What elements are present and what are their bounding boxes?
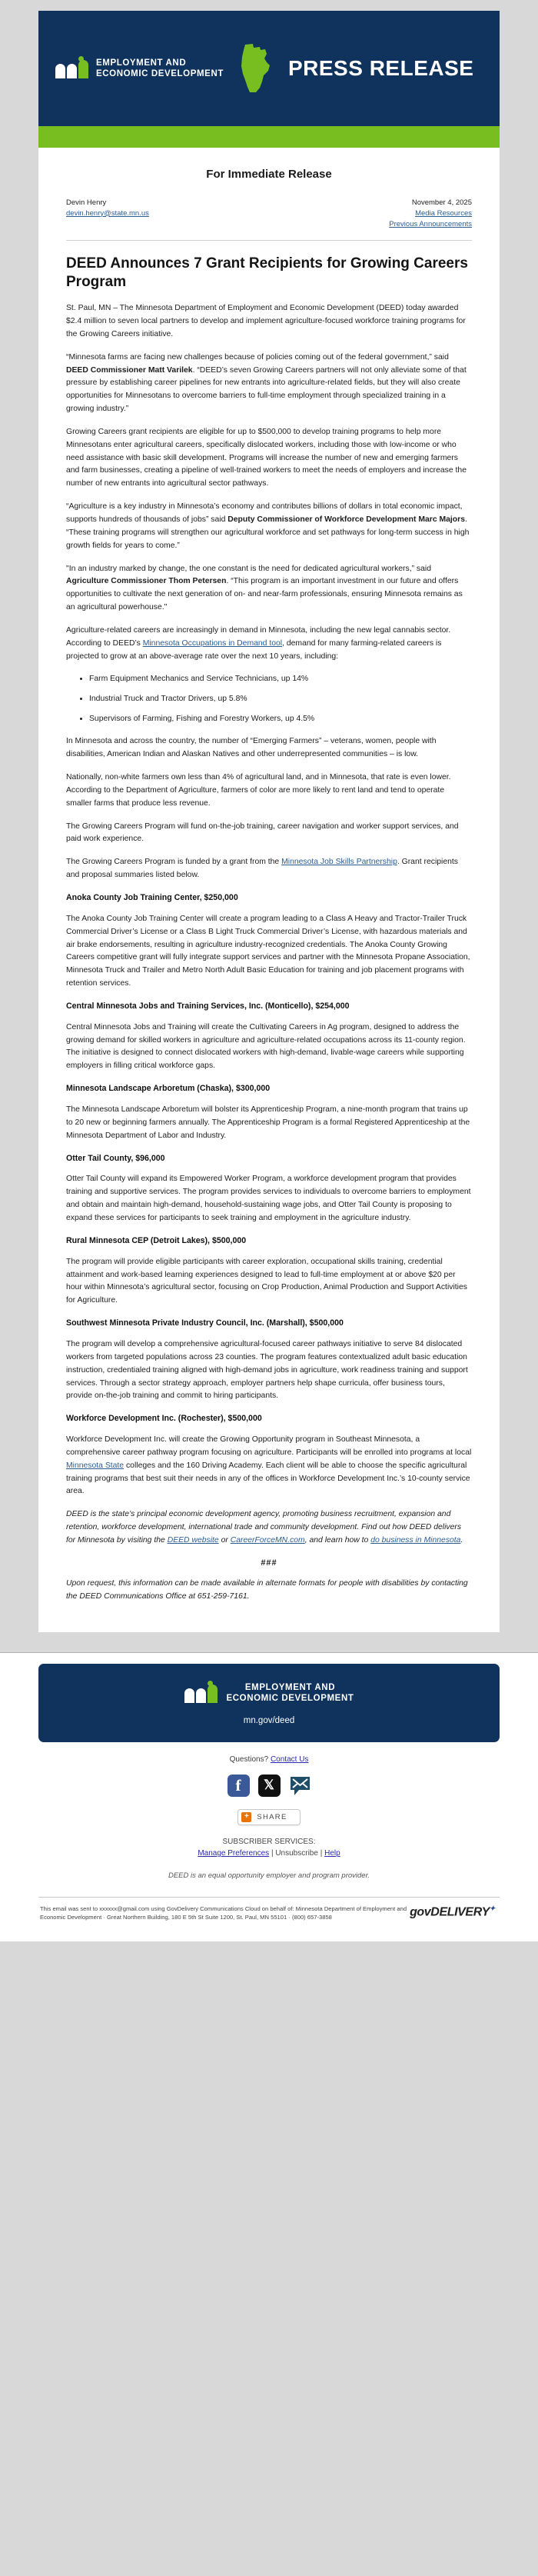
boilerplate-a: DEED is the state’s principal economic development agency, promoting business recruitment, expansion and retention, workforce development, international trade and community development. Find out how DEED delivers for Minnesota by visiting the: [66, 1510, 462, 1545]
subscriber-heading: SUBSCRIBER SERVICES:: [222, 1837, 316, 1846]
manage-preferences-link[interactable]: Manage Preferences: [198, 1849, 270, 1858]
boilerplate-c: , and learn how to: [304, 1536, 371, 1545]
govdelivery-sent-text: This email was sent to xxxxxx@gmail.com using GovDelivery Communications Cloud on behalf of: Minnesota Department of Employment and Economic Development · Great Northern Building, 180 E 5th St Suite 1200, St. Paul, MN 55101 · (800) 657-3858: [40, 1905, 407, 1921]
boilerplate-d: .: [460, 1536, 463, 1545]
grant-heading: Anoka County Job Training Center, $250,000: [66, 892, 238, 902]
divider: [66, 240, 472, 241]
contact-us-link[interactable]: Contact Us: [270, 1755, 309, 1764]
for-immediate-release-label: For Immediate Release: [206, 168, 332, 181]
paragraph-demand: [66, 625, 472, 664]
grant-body: [66, 1434, 472, 1498]
grant-heading: Otter Tail County, $96,000: [66, 1153, 165, 1163]
quote-varilek-a: “Minnesota farms are facing new challenges because of policies coming out of the federal government,” said: [66, 352, 449, 362]
demand-text-c: , demand for many farming-related careers is projected to grow at an above-average rate over the next 10 years, including:: [66, 638, 442, 661]
demand-text-a: Agriculture-related careers are increasingly in demand in Minnesota, including the new legal cannabis sector. According to DEED’s: [66, 625, 451, 648]
separator: |: [271, 1849, 274, 1858]
email-footer: [0, 1653, 538, 1942]
deed-website-link[interactable]: DEED website: [167, 1536, 219, 1545]
share-button[interactable]: [237, 1809, 300, 1825]
agency-line-2: ECONOMIC DEVELOPMENT: [96, 69, 224, 78]
paragraph-program-funds: The Growing Careers Program will fund on-the-job training, career navigation and worker support services, and paid work experience.: [66, 821, 459, 844]
grant-body: The program will provide eligible participants with career exploration, occupational skills training, credential attainment and work-based learning experiences designed to lead to full-time employment at or above $20 per hour within Minnesota’s agricultural sector, focusing on Crop Production, Animal Production and Support Activities for Agriculture.: [66, 1257, 467, 1305]
quote-majors-attribution: Deputy Commissioner of Workforce Development Marc Majors: [227, 515, 465, 524]
questions-row: [38, 1755, 500, 1764]
paragraph-national-stats: Nationally, non-white farmers own less than 4% of agricultural land, and in Minnesota, that rate is even lower. According to the Department of Agriculture, farmers of color are more likely to rent land and tend to operate smaller farms that produce less revenue.: [66, 773, 451, 808]
help-link[interactable]: Help: [324, 1849, 340, 1858]
wdi-text-a: Workforce Development Inc. will create the Growing Opportunity program in Southeast Minnesota, a comprehensive career pathway program focusing on agriculture. Participants will be enrolled into programs at local: [66, 1435, 472, 1457]
paragraph-intro: St. Paul, MN – The Minnesota Department of Employment and Economic Development (DEED) today awarded $2.4 million to seven local partners to develop and implement agriculture-focused workforce training programs for the Growing Careers initiative.: [66, 304, 466, 338]
footer-agency-name: [227, 1682, 354, 1704]
grant-heading: Workforce Development Inc. (Rochester), $500,000: [66, 1414, 262, 1424]
agency-name: [96, 58, 224, 79]
press-release-banner: [38, 11, 500, 126]
subscriber-links: [38, 1848, 500, 1860]
quote-petersen-a: "In an industry marked by change, the one constant is the need for dedicated agricultural workers,” said: [66, 564, 431, 573]
wdi-text-c: colleges and the 160 Driving Academy. Each client will be able to choose the specific agricultural training programs that best suit their needs in any of the offices in Workforce Development Inc.’s 10-county service area.: [66, 1461, 470, 1496]
footer-logo: [38, 1682, 500, 1704]
contact-left: [66, 198, 149, 219]
facebook-icon[interactable]: f: [227, 1775, 250, 1797]
share-plus-icon: +: [241, 1812, 251, 1822]
job-skills-partnership-link[interactable]: Minnesota Job Skills Partnership: [281, 858, 397, 867]
paragraph-petersen-quote: [66, 563, 472, 615]
email-icon[interactable]: [289, 1775, 311, 1797]
grant-heading: Southwest Minnesota Private Industry Council, Inc. (Marshall), $500,000: [66, 1318, 344, 1328]
share-label: SHARE: [257, 1812, 287, 1821]
paragraph-emerging-farmers: In Minnesota and across the country, the number of “Emerging Farmers” – veterans, women, people with disabilities, American Indian and Alaskan Natives and other underrepresented communities – is low.: [66, 737, 437, 759]
boilerplate-b: or: [218, 1536, 231, 1545]
funding-text-c: . Grant recipients and proposal summaries listed below.: [66, 858, 458, 880]
footer-spacer: [0, 1632, 538, 1652]
govdelivery-mark-icon: ✦: [489, 1904, 495, 1912]
grant-body: The program will develop a comprehensive agricultural-focused career pathways initiative to serve 84 dislocated workers from targeted populations across 23 counties. The program features contextualized adult basic education instruction, credentialed training aligned with high-demand jobs in agriculture, work readiness training and support services. Through a sector strategy approach, employer partners help shape curricula, offer business tours, provide on-the-job training and commit to hiring participants.: [66, 1340, 468, 1401]
funding-text-a: The Growing Careers Program is funded by a grant from the: [66, 858, 282, 867]
green-accent-bar: [38, 126, 500, 148]
footer-logo-card: [38, 1664, 500, 1742]
grant-heading: Minnesota Landscape Arboretum (Chaska), $300,000: [66, 1084, 271, 1094]
do-business-in-minnesota-link[interactable]: do business in Minnesota: [370, 1536, 461, 1545]
in-demand-occupations-list: [66, 673, 472, 725]
unsubscribe-link[interactable]: Unsubscribe: [275, 1849, 318, 1858]
paragraph-eligibility: Growing Careers grant recipients are eligible for up to $500,000 to develop training programs to help more Minnesotans enter agricultural careers, specifically dislocated workers, including those with low-income or who need assistance with basic skill development. Programs will increase the number of new and emerging farmers and farm businesses, creating a pipeline of well-trained workers to meet the needs of employers and increase the number of new entrants into agricultural sector pathways.: [66, 427, 467, 488]
govdelivery-logo: [410, 1905, 495, 1919]
x-twitter-icon[interactable]: 𝕏: [258, 1775, 281, 1797]
contact-name: Devin Henry: [66, 198, 107, 207]
careerforce-link[interactable]: CareerForceMN.com: [230, 1536, 305, 1545]
footer-agency-line-1: EMPLOYMENT AND: [244, 1682, 336, 1692]
grant-heading: Central Minnesota Jobs and Training Services, Inc. (Monticello), $254,000: [66, 1001, 350, 1011]
quote-petersen-c: . “This program is an important investment in our future and offers opportunities to cultivate the next generation of on- and near-farm professionals, ensuring Minnesota remains as an agricultural powerhouse.": [66, 577, 463, 612]
govdelivery-row: [38, 1898, 500, 1930]
equal-opportunity-statement: DEED is an equal opportunity employer and program provider.: [168, 1871, 370, 1880]
list-item: • Farm Equipment Mechanics and Service Technicians, up 14%: [89, 673, 472, 686]
list-item: • Supervisors of Farming, Fishing and Forestry Workers, up 4.5%: [89, 713, 472, 726]
quote-petersen-attribution: Agriculture Commissioner Thom Petersen: [66, 577, 227, 586]
page-title: DEED Announces 7 Grant Recipients for Growing Careers Program: [66, 255, 468, 291]
subscriber-services: [38, 1836, 500, 1860]
footer-agency-line-2: ECONOMIC DEVELOPMENT: [226, 1693, 354, 1703]
end-marker: ###: [261, 1558, 277, 1568]
quote-majors-c: . “These training programs will strengthen our agricultural workforce and set pathways for long-term success in high growth fields for years to come.”: [66, 515, 470, 550]
grant-body: The Anoka County Job Training Center will create a program leading to a Class A Heavy and Tractor-Trailer Truck Commercial Driver’s License or a Class B Light Truck Commercial Driver’s License, with hazardous materials and air brake endorsements, resulting in agriculture industry-recognized credentials. The Anoka County Growing Careers competitive grant will fully integrate support services and partner with the Minnesota Propane Association, Minnesota Truck and Trailer and Metro North Adult Basic Education for training and job placement programs with retention services.: [66, 914, 470, 988]
contact-row: [66, 198, 472, 229]
press-release-body: [38, 148, 500, 1632]
boilerplate-paragraph: [66, 1508, 472, 1548]
paragraph-majors-quote: [66, 501, 472, 552]
share-row: [38, 1809, 500, 1825]
accessibility-notice: Upon request, this information can be made available in alternate formats for people with disabilities by contacting the DEED Communications Office at 651-259-7161.: [66, 1578, 468, 1601]
quote-majors-a: “Agriculture is a key industry in Minnesota’s economy and contributes billions of dollars in total economic impact, supports hundreds of thousands of jobs” said: [66, 502, 463, 524]
occupations-in-demand-link[interactable]: Minnesota Occupations in Demand tool: [142, 638, 283, 648]
media-resources-link[interactable]: Media Resources: [415, 208, 472, 218]
questions-label: Questions?: [229, 1755, 269, 1764]
minnesota-state-link[interactable]: Minnesota State: [66, 1461, 125, 1470]
mn-logo-mark-icon: [184, 1683, 220, 1703]
paragraph-varilek-quote: [66, 352, 472, 416]
grant-body: Central Minnesota Jobs and Training will create the Cultivating Careers in Ag program, designed to address the growing demand for skilled workers in agriculture and agriculture-related occupations across its 11-county region. The initiative is designed to connect dislocated workers with high-demand, livable-wage careers while supporting employers in filling critical workforce gaps.: [66, 1022, 466, 1071]
mn-logo-mark-icon: [55, 58, 91, 78]
separator: |: [320, 1849, 323, 1858]
quote-varilek-attribution: DEED Commissioner Matt Varilek: [66, 365, 193, 375]
contact-email-link[interactable]: devin.henry@state.mn.us: [66, 208, 149, 218]
grant-heading: Rural Minnesota CEP (Detroit Lakes), $500,000: [66, 1235, 247, 1245]
previous-announcements-link[interactable]: Previous Announcements: [389, 219, 472, 228]
social-links: [38, 1775, 500, 1797]
banner-wrapper: [0, 0, 538, 148]
release-date: November 4, 2025: [411, 198, 472, 207]
quote-varilek-c: . “DEED’s seven Growing Careers partners will not only alleviate some of that pressure by establishing career pipelines for new entrants into agriculture-related fields, but they will also create opportunities for Minnesotans to overcome barriers to full-time employment through specialized training in a growing industry.”: [66, 365, 467, 414]
contact-right: [389, 198, 472, 229]
grant-body: Otter Tail County will expand its Empowered Worker Program, a workforce development program that provides training and supportive services. The program provides services to individuals to overcome barriers to employment and obtain and maintain high-demand, household-sustaining wage jobs, and Otter Tail County is proposing to expand these services for participants to seek training and employment in the agriculture industry.: [66, 1175, 471, 1222]
agency-line-1: EMPLOYMENT AND: [96, 58, 187, 68]
minnesota-state-icon: [234, 43, 271, 94]
govdelivery-brand-text: govDELIVERY: [410, 1905, 490, 1918]
list-item: • Industrial Truck and Tractor Drivers, up 5.8%: [89, 693, 472, 706]
press-release-title: PRESS RELEASE: [287, 56, 474, 80]
footer-website-url: mn.gov/deed: [243, 1715, 295, 1725]
mn-deed-logo: [55, 58, 224, 79]
grant-body: The Minnesota Landscape Arboretum will bolster its Apprenticeship Program, a nine-month program that trains up to 20 new or beginning farmers annually. The Apprenticeship Program is a formal Registered Apprenticeship at the Minnesota Department of Labor and Industry.: [66, 1105, 470, 1140]
paragraph-funding-source: [66, 856, 472, 882]
